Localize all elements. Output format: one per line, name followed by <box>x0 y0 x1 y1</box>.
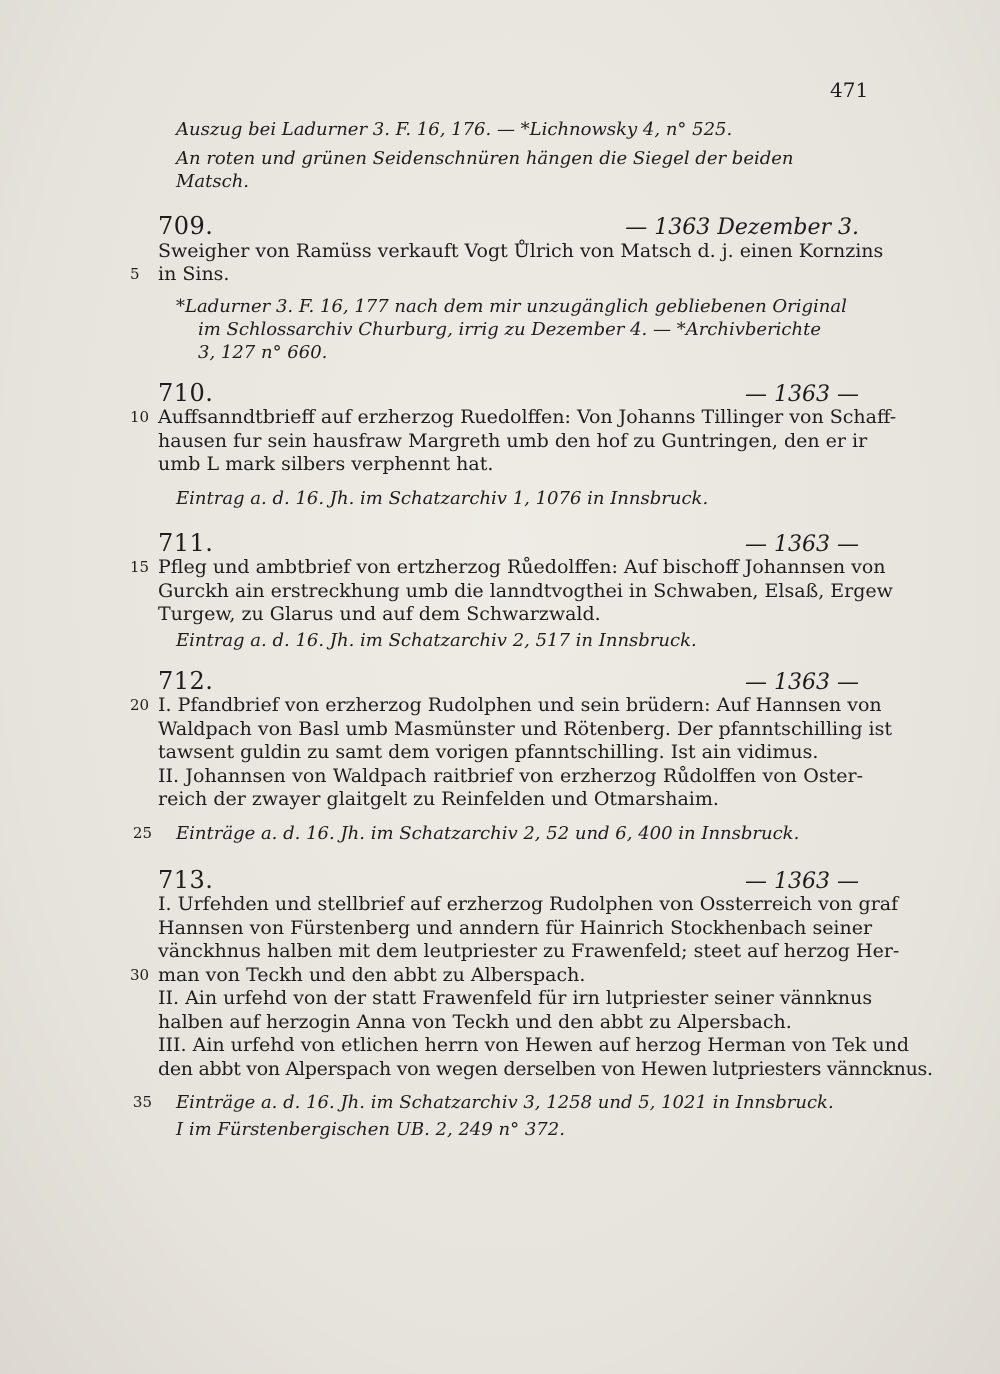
line-marker: 25 <box>132 823 152 842</box>
entry-header <box>158 865 863 894</box>
entry-date: — 1363 — <box>745 868 859 894</box>
text-line: Gurckh ain erstreckhung umb die lanndtvogthei in Schwaben, Elsaß, Ergew <box>158 579 893 602</box>
entry-text <box>130 239 884 287</box>
text-line: 5 in Sins. <box>130 263 230 285</box>
text-line: 15 Pfleg und ambtbrief von ertzherzog Růedolffen: Auf bischoff Johannsen von <box>130 556 886 578</box>
text-line: 10 Auffsanndtbrieff auf erzherzog Ruedolffen: Von Johanns Tillinger von Schaff- <box>130 406 897 428</box>
entry-date: — 1363 — <box>745 381 859 407</box>
text-line: Hannsen von Fürstenberg und anndern für Hainrich Stockhenbach seiner <box>158 916 873 939</box>
entry-number: 713. <box>158 865 214 894</box>
text-line: III. Ain urfehd von etlichen herrn von Hewen auf herzog Herman von Tek und <box>158 1034 910 1056</box>
text-line: Turgew, zu Glarus und auf dem Schwarzwald. <box>158 603 601 625</box>
entry-date: — 1363 — <box>745 531 859 557</box>
entry-text <box>130 893 933 1081</box>
source-note: im Schlossarchiv Churburg, irrig zu Dezember 4. — *Archivberichte <box>198 318 821 340</box>
line-marker: 30 <box>130 965 150 984</box>
entry-date: — 1363 — <box>745 669 859 695</box>
text-line: den abbt von Alperspach von wegen derselben von Hewen lutpriesters vänncknus. <box>158 1057 933 1080</box>
line-marker: 20 <box>130 696 150 714</box>
line-marker: 5 <box>130 265 140 283</box>
text-line: Waldpach von Basl umb Masmünster und Rötenberg. Der pfanntschilling ist <box>158 717 893 740</box>
entry-text <box>130 406 897 477</box>
intro-note: An roten und grünen Seidenschnüren hängen die Siegel der beiden Matsch. <box>176 148 794 192</box>
entry-header <box>158 212 863 240</box>
text-line: II. Ain urfehd von der statt Frawenfeld für irn lutpriester seiner vännknus <box>158 987 873 1009</box>
entry-text <box>130 556 893 627</box>
text-line: hausen fur sein hausfraw Margreth umb den hof zu Guntringen, den er ir <box>158 429 868 452</box>
entry-number: 709. <box>158 212 214 240</box>
source-note: I im Fürstenbergischen UB. 2, 249 n° 372. <box>176 1119 565 1140</box>
source-note: *Ladurner 3. F. 16, 177 nach dem mir unzugänglich gebliebenen Original <box>176 295 847 317</box>
text-line: 30 man von Teckh und den abbt zu Alberspach. <box>130 963 586 986</box>
entry-number: 712. <box>158 666 214 695</box>
source-note: 35 Einträge a. d. 16. Jh. im Schatzarchiv 3, 1258 und 5, 1021 in Innsbruck. <box>176 1091 863 1114</box>
entry-date: — 1363 Dezember 3. <box>625 215 859 240</box>
entry-header <box>158 666 863 695</box>
intro-note: Auszug bei Ladurner 3. F. 16, 176. — *Lichnowsky 4, n° 525. <box>176 119 733 140</box>
line-marker: 35 <box>132 1093 152 1111</box>
entry-709 <box>130 212 884 364</box>
line-marker: 15 <box>130 558 150 576</box>
text-column <box>130 118 933 1141</box>
entry-text <box>130 694 893 812</box>
text-line: umb L mark silbers verphennt hat. <box>158 453 494 475</box>
entry-710 <box>130 378 897 510</box>
page-number: 471 <box>830 78 869 102</box>
text-line: II. Johannsen von Waldpach raitbrief von erzherzog Růdolffen von Oster- <box>158 764 863 787</box>
entry-number: 711. <box>158 528 214 557</box>
text-line: 20 I. Pfandbrief von erzherzog Rudolphen und sein brüdern: Auf Hannsen von <box>130 694 882 716</box>
entry-header <box>158 378 863 407</box>
text-line: Sweigher von Ramüss verkauft Vogt Ůlrich von Matsch d. j. einen Kornzins <box>158 239 884 262</box>
entry-header <box>158 528 863 557</box>
entry-711 <box>130 528 893 652</box>
text-line: vänckhnus halben mit dem leutpriester zu Frawenfeld; steet auf herzog Her- <box>158 940 900 962</box>
entry-number: 710. <box>158 378 214 407</box>
text-line: I. Urfehden und stellbrief auf erzherzog Rudolphen von Ossterreich von graf <box>158 893 899 915</box>
source-note: 25 Einträge a. d. 16. Jh. im Schatzarchiv 2, 52 und 6, 400 in Innsbruck. <box>176 822 863 845</box>
text-line: halben auf herzogin Anna von Teckh und den abbt zu Alpersbach. <box>158 1010 792 1033</box>
entry-712 <box>130 666 893 845</box>
text-line: reich der zwayer glaitgelt zu Reinfelden und Otmarshaim. <box>158 788 719 810</box>
source-note: Eintrag a. d. 16. Jh. im Schatzarchiv 1, 1076 in Innsbruck. <box>176 487 709 509</box>
line-marker: 10 <box>130 408 150 426</box>
text-line: tawsent guldin zu samt dem vorigen pfanntschilling. Ist ain vidimus. <box>158 741 819 763</box>
source-note: Eintrag a. d. 16. Jh. im Schatzarchiv 2, 517 in Innsbruck. <box>176 629 697 651</box>
entry-713 <box>130 865 933 1142</box>
source-note: 3, 127 n° 660. <box>198 341 328 363</box>
